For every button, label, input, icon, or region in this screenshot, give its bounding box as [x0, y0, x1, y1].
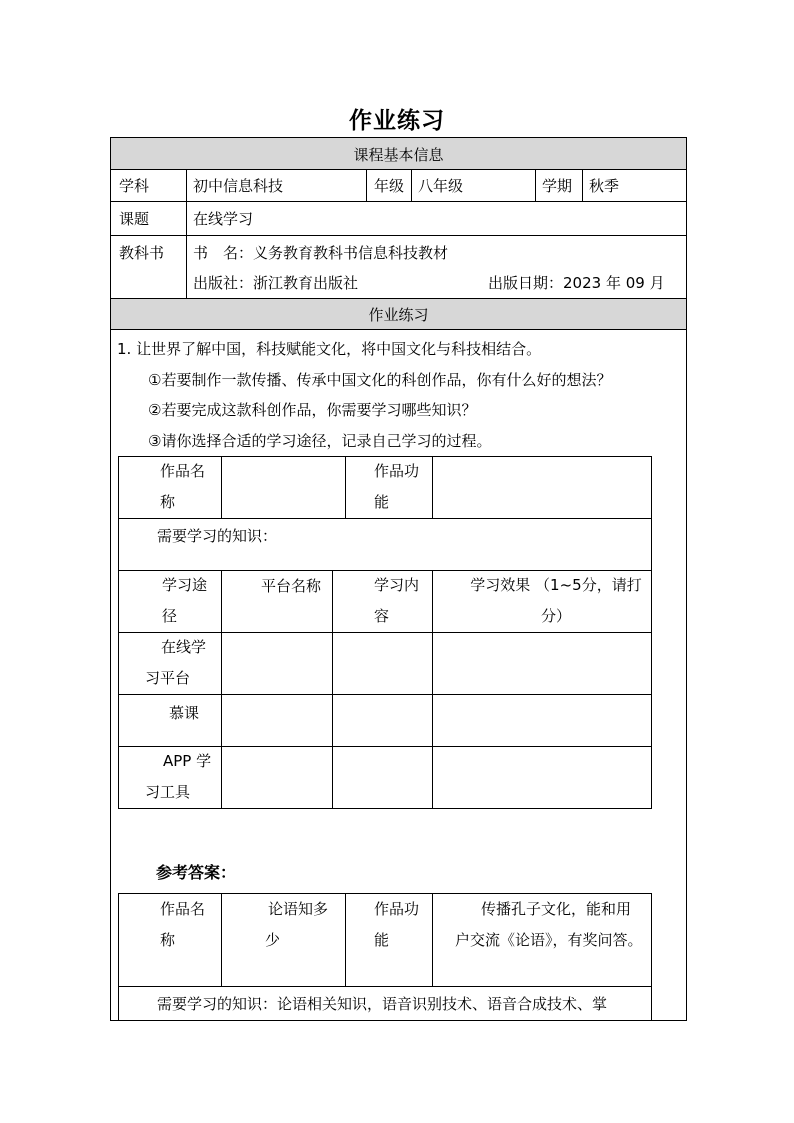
outer-border-left	[110, 137, 111, 1021]
topic-value: 在线学习	[193, 210, 254, 228]
work-function-label: 作品功能	[374, 462, 420, 511]
col-header-content: 学习内容	[374, 576, 420, 625]
answer-heading: 参考答案：	[156, 863, 237, 882]
grade-label: 年级	[374, 177, 405, 195]
outer-border-bottom	[110, 1020, 687, 1021]
homework-header: 作业练习	[368, 306, 429, 324]
col-header-platform: 平台名称	[261, 577, 322, 595]
col-header-route: 学习途径	[162, 576, 208, 625]
question-1: 1. 让世界了解中国，科技赋能文化，将中国文化与科技相结合。	[117, 340, 542, 358]
subject-label: 学科	[119, 177, 150, 195]
sub-item-1: ①若要制作一款传播、传承中国文化的科创作品，你有什么好的想法？	[148, 371, 612, 389]
row-mooc: 慕课	[169, 704, 200, 722]
sub-item-3: ③请你选择合适的学习途径，记录自己学习的过程。	[148, 432, 492, 450]
course-info-header: 课程基本信息	[353, 146, 444, 164]
col-header-effect: 学习效果 （1~5分，请打分）	[470, 576, 642, 625]
work-name-label: 作品名称	[160, 462, 206, 511]
sub-item-2: ②若要完成这款科创作品，你需要学习哪些知识？	[148, 401, 477, 419]
topic-label: 课题	[119, 210, 150, 228]
page-title: 作业练习	[349, 108, 445, 134]
term-label: 学期	[542, 177, 573, 195]
publish-date: 出版日期：2023 年 09 月	[488, 274, 665, 292]
row-online-platform: 在线学习平台	[145, 638, 207, 687]
answer-work-function-label: 作品功能	[374, 900, 420, 949]
publisher: 出版社：浙江教育出版社	[193, 274, 359, 292]
knowledge-label: 需要学习的知识：	[157, 527, 278, 545]
answer-work-function-value: 传播孔子文化，能和用户交流《论语》，有奖问答。	[455, 900, 643, 949]
term-value: 秋季	[589, 177, 620, 195]
answer-knowledge: 需要学习的知识：论语相关知识，语音识别技术、语音合成技术、掌	[157, 995, 608, 1013]
subject-value: 初中信息科技	[193, 177, 284, 195]
book-name: 书 名：义务教育教科书信息科技教材	[193, 244, 449, 262]
answer-work-name-value: 论语知多少	[265, 900, 329, 949]
grade-value: 八年级	[418, 177, 464, 195]
outer-border-right	[686, 137, 687, 1021]
textbook-label: 教科书	[119, 244, 165, 262]
row-app-tool: APP 学习工具	[145, 752, 212, 801]
answer-work-name-label: 作品名称	[160, 900, 206, 949]
